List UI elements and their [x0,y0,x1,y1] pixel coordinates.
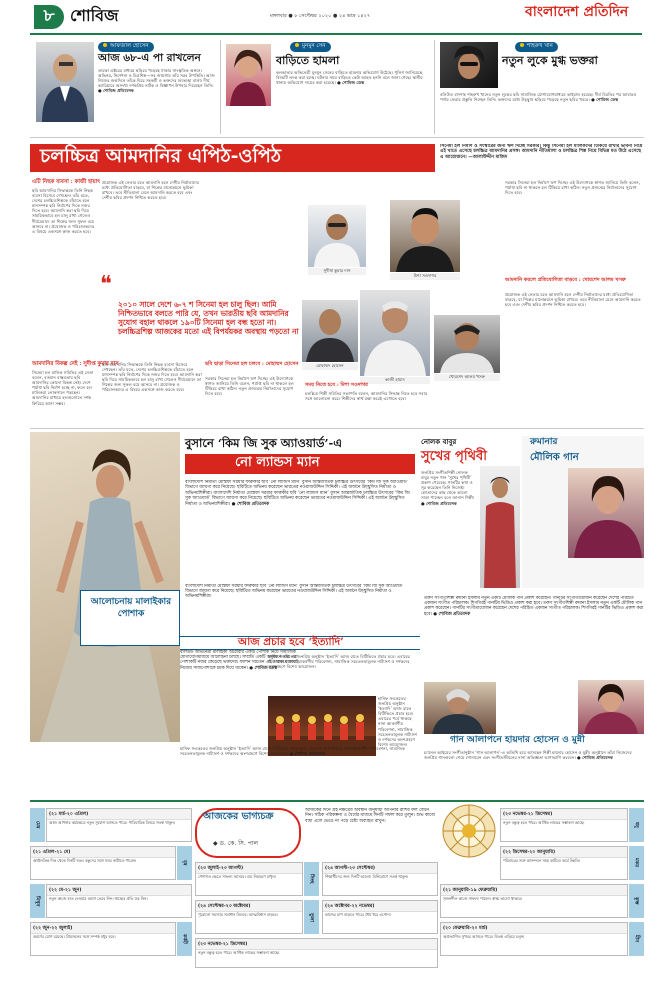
photo-misha [390,200,460,272]
story1-photo [36,42,94,122]
song-photo-1 [424,682,496,734]
story3-label: শাহরুখ খান [515,42,558,52]
lead-col1-body: ছবি আমদানির সিদ্ধান্তকে তিনি নিছক ব্যবসা হিসেবে দেখছেন। তাঁর মতে, দেশের চলচ্চিত্রশিল্পকে বাঁচাতে হলে মানসম্পন্ন ছবি নির্মাণের দিকে নজর দিতে হবে। আমদানি করা ছবি দিয়ে সাময়িকভাবে হল চালু রাখা গেলেও দীর্ঘমেয়াদে তা শিল্পের জন্য সুফল বয়ে আনবে না। প্রযোজক ও পরিচালকদের এ বিষয়ে একসঙ্গে কাজ করতে হবে। [32,188,95,234]
header-rule [30,33,642,35]
song-body: চ্যানেল আইয়ের সংগীতানুষ্ঠান ‘গান আলাপন’-এ অতিথি হয়ে আসছেন শিল্পী হায়দার হোসেন ও মুন্নী। অনুষ্ঠানে তাঁরা নিজেদের জনপ্রিয় গানগুলো গেয়ে শোনাবেন এবং সংগীতজীবনের নানা অভিজ্ঞতা ভাগাভাগি করবেন। ● শোবিজ প্রতিবেদক [424,750,632,760]
lead-col2-body-top: প্রযোজক এই নেতার মতে আমদানি হলে দেশীয় নির্মাতাদের মধ্যে প্রতিযোগিতা বাড়বে, যা শিল্পের মানোন্নয়নে ভূমিকা রাখবে। তবে নীতিমালা মেনে আমদানি করতে হবে এবং দেশীয় ছবির প্রদর্শন নিশ্চিত করতে হবে। [102,180,199,201]
zodiac-label-mithun: মিথুন [30,884,45,918]
busan-headline-b: নো ল্যান্ডস ম্যান [235,455,320,470]
lead-col2-body-b: ছবি আমদানির সিদ্ধান্তকে তিনি নিছক ব্যবসা হিসেবে দেখছেন। তাঁর মতে, দেশের চলচ্চিত্রশিল্পকে বাঁচাতে হলে মানসম্পন্ন ছবি নির্মাণের দিকে নজর দিতে হবে। আমদানি করা ছবি দিয়ে সাময়িকভাবে হল চালু রাখা গেলেও দীর্ঘমেয়াদে তা শিল্পের জন্য সুফল বয়ে আনবে না। প্রযোজক ও পরিচালকদের এ বিষয়ে একসঙ্গে কাজ করতে হবে। [102,362,202,393]
lead-col4-body: চলচ্চিত্র শিল্পী সমিতির সভাপতি বলেন, আমদানির সিদ্ধান্ত নিতে হবে সবার সঙ্গে আলোচনা করে। শিল্পীদের স্বার্থ রক্ষা করেই এগোতে হবে। [305,391,428,402]
story3-body: বলিউড বাদশাহ শাহরুখ খানের নতুন লুকের ছবি সামাজিক যোগাযোগমাধ্যমে ভাইরাল হয়েছে। দীর্ঘ বিরতির পর আবারও পর্দায় ফেরার প্রস্তুতি নিচ্ছেন তিনি। ভক্তদের মধ্যে উচ্ছ্বাস ছড়িয়ে পড়েছে নতুন ছবির খবরে। ● শোবিজ ডেস্ক [440,92,637,103]
zodiac-card-kumbha: (২১ জানুয়ারি-১৯ ফেব্রুয়ারি) সৃজনশীল কাজে সাফল্য পাবেন। স্বাস্থ্য ভালো থাকবে। [440,884,628,918]
zodiac-label-meen: মীন [629,922,644,956]
song-photo-2 [578,680,644,734]
page-header [0,0,650,34]
ittadi-body-3: হানিফ সংকেতের জনপ্রিয় অনুষ্ঠান ‘ইত্যাদি’ আজ রাতে বিটিভিতে প্রচার হবে। এবারের পর্বে থাকছে নানা আকর্ষণীয় পরিবেশনা, সামাজিক সচেতনতামূলক নাট্যাংশ ও দর্শকদের অংশগ্রহণে বিশেষ আয়োজন। ● শোবিজ প্রতিবেদক [180,746,405,757]
lead-headline: চলচ্চিত্র আমদানির এপিঠ-ওপিঠ [40,145,282,167]
zodiac-card-karkat: (২২ জুন-২২ জুলাই) ভ্রমণের যোগ রয়েছে। প্রিয়জনের সঙ্গে সম্পর্ক মধুর হবে। [30,922,176,956]
header-date: মঙ্গলবার ● ৮ সেপ্টেম্বর ২০২০ ● ২৪ ভাদ্র ১৪২৭ [270,13,371,19]
zodiac-label-brisha: বৃষ [177,846,192,880]
lead-col3-body: সরকার সিনেমা হল নির্মাণে ঋণ দিচ্ছে। এই উদ্যোগকে স্বাগত জানিয়ে তিনি বলেন, পর্যাপ্ত ছবি না থাকলে হল টিকিয়ে রাখা কঠিন। নতুন প্রজন্মের নির্মাতাদের সুযোগ দিতে হবে। [205,376,294,397]
rumana-photo [568,468,644,558]
story3-photo [440,42,498,88]
divider [30,137,644,138]
zodiac-card-mithun: (২২ মে-২১ জুন) নতুন কাজে হাত দেওয়ার আগে ভেবে নিন। স্বাস্থ্যের প্রতি যত্ন নিন। [46,884,192,918]
lead-quote: ২০১০ সালে দেশে ৬-৭ শ সিনেমা হল চালু ছিল। আমি নিশ্চিতভাবে বলতে পারি যে, তখন ভারতীয় ছবি আমদানির সুযোগ বহাল থাকলে ১৯০টি সিনেমা হল বন্ধ হতো না। চলচ্চিত্রশিল্প আজকের মতো এই বিপর্যয়কর অবস্থায় পড়তো না [118,300,299,336]
busan-headline-a: বুসানে ‘কিম জি সুক অ্যাওয়ার্ড’-এ [185,436,342,450]
divider [30,428,644,429]
photo-kazi [360,290,430,376]
divider [220,40,221,134]
rumana-label: রুমানার [530,437,558,447]
story1-body: তারকা এক্টরের মাধ্যমে ছড়িয়ে পড়েছে ঢাকার সাংস্কৃতিক অঙ্গনে। অভিনয়, নির্দেশনা ও চিত্রশিল্প—সব জায়গায় তাঁর সরব উপস্থিতি। আজ নিজের জন্মদিনে তাঁকে ঘিরে সহকর্মী ও ভক্তদের শুভেচ্ছা বার্তা। দীর্ঘ ক্যারিয়ারে অসংখ্য দর্শকপ্রিয় নাটক ও বিজ্ঞাপন উপহার দিয়েছেন তিনি। ● শোবিজ প্রতিবেদক [98,68,215,94]
story1-label: আফজাল হোসেন [98,42,154,52]
zodiac-card-mesh: (২১ মার্চ-২০ এপ্রিল) আজ আপনার কর্মক্ষেত্রে নতুন সুযোগ আসতে পারে। পারিবারিক বিষয়ে সতর্ক থাকুন। [46,808,192,842]
section-title: শোবিজ [70,6,119,25]
busan-body: বাংলাদেশি নির্মাতা মোস্তফা সরয়ার ফারুকীর ছবি ‘নো ল্যান্ডস ম্যান’ বুসান আন্তর্জাতিক চলচ্চিত্র উৎসবের ‘কিম জি সুক অ্যাওয়ার্ড’ বিভাগে জায়গা করে নিয়েছে। ছবিটিতে অভিনয় করেছেন ভারতের নওয়াজউদ্দিন সিদ্দিকী। এই অর্জনে উচ্ছ্বসিত নির্মাতা ও অভিনয়শিল্পীরা। বাংলাদেশি নির্মাতা মোস্তফা সরয়ার ফারুকীর ছবি ‘নো ল্যান্ডস ম্যান’ বুসান আন্তর্জাতিক চলচ্চিত্র উৎসবের ‘কিম জি সুক অ্যাওয়ার্ড’ বিভাগে জায়গা করে নিয়েছে। ছবিটিতে অভিনয় করেছেন ভারতের নওয়াজউদ্দিন সিদ্দিকী। এই অর্জনে উচ্ছ্বসিত নির্মাতা ও অভিনয়শিল্পীরা। ● শোবিজ প্রতিবেদক [185,480,410,507]
photo-hossain [302,300,358,362]
zodiac-label-dhanu: ধনু [629,808,644,842]
lead-col5-top: সরকার সিনেমা হল নির্মাণে ঋণ দিচ্ছে। এই উদ্যোগকে স্বাগত জানিয়ে তিনি বলেন, পর্যাপ্ত ছবি না থাকলে হল টিকিয়ে রাখা কঠিন। নতুন প্রজন্মের নির্মাতাদের সুযোগ দিতে হবে। [505,180,640,196]
horoscope-byline: ◆ ড. কে. সি. পাল [213,840,258,847]
fashion-headline: আলোচনায় মালাইকার পোশাক [90,597,172,619]
lead-col2-body: সিনেমা হল মালিক সমিতির এই নেতা বলেন, বর্তমান বাস্তবতায় ছবি আমদানির কোনো বিকল্প নেই। দেশে পর্যাপ্ত ছবি নির্মাণ হচ্ছে না, ফলে হল মালিকরা লোকসানে পড়ছেন। আমদানির মাধ্যমে হলগুলোতে দর্শক ফিরিয়ে আনা সম্ভব। [32,370,94,406]
quote-icon: ❝ [100,272,112,297]
song-band [496,712,578,728]
zodiac-label-tula: তুলা [304,900,319,934]
zodiac-card-kanya: (২৪ আগস্ট-২৩ সেপ্টেম্বর) শিক্ষার্থীদের জন্য দিনটি ভালো। বিনিয়োগে সতর্ক থাকুন। [322,862,438,896]
caption-khasru: খোরশেদ আলম খসরু [434,374,500,381]
photo-sudipto [308,205,366,267]
horoscope-title: আজকের ভাগ্যচক্র [203,811,274,822]
zodiac-card-tula: (২৪ সেপ্টেম্বর-২৩ অক্টোবর) পুরোনো সমস্যার সমাধান মিলবে। আত্মবিশ্বাস বাড়বে। [195,900,303,934]
zodiac-wheel-icon [442,804,496,858]
ittadi-body-2: হানিফ সংকেতের জনপ্রিয় অনুষ্ঠান ‘ইত্যাদি’ আজ রাতে বিটিভিতে প্রচার হবে। এবারের পর্বে থাকছে নানা আকর্ষণীয় পরিবেশনা, সামাজিক সচেতনতামূলক নাট্যাংশ ও দর্শকদের অংশগ্রহণে বিশেষ আয়োজন। [378,696,418,747]
story2-headline: বাড়িতে হামলা [276,54,340,67]
zodiac-card-extra: (২৩ নভেম্বর-২১ ডিসেম্বর) নতুন বন্ধুত্ব হতে পারে। আর্থিক লাভের সম্ভাবনা আছে। [195,938,438,968]
story2-body: কলকাতার অভিনেত্রী মুনমুন সেনের বাড়িতে হামলার অভিযোগ উঠেছে। পুলিশ জানিয়েছে বিষয়টি তদন্ত করা হচ্ছে। ঘটনার সময় বাড়িতে কেউ আহত হননি বলে জানা গেছে। স্থানীয় থানায় অভিযোগ দায়ের করা হয়েছে। ● শোবিজ ডেস্ক [276,70,423,86]
zodiac-card-makar: (২২ ডিসেম্বর-২০ জানুয়ারি) পরিবারের সঙ্গে আনন্দঘন সময় কাটবে। কর্মে উন্নতি। [500,846,628,880]
zodiac-card-meen: (২০ ফেব্রুয়ারি-২০ মার্চ) অপ্রত্যাশিত সুখবর আসতে পারে। বিতর্ক এড়িয়ে চলুন। [440,922,628,956]
photo-khasru [434,315,500,373]
zodiac-label-karkat: কর্কট [177,922,192,956]
page-number: ৮ [34,5,64,29]
lead-col1-title: এটি নিছক ব্যবসা : কাজী হায়াৎ [32,179,101,185]
ittadi-headline: আজ প্রচার হবে ‘ইত্যাদি’ [238,636,344,648]
zodiac-label-kumbha: কুম্ভ [629,884,644,918]
lead-col5-body: প্রযোজক এই নেতার মতে আমদানি হলে দেশীয় নির্মাতাদের মধ্যে প্রতিযোগিতা বাড়বে, যা শিল্পের মানোন্নয়নে ভূমিকা রাখবে। তবে নীতিমালা মেনে আমদানি করতে হবে এবং দেশীয় ছবির প্রদর্শন নিশ্চিত করতে হবে। [505,292,641,308]
lead-intro: সিনেমা হল নির্মাণ ও সংস্কারের জন্য ঋণ দিচ্ছে সরকার। কিন্তু সিনেমা হল মালিকদের টিকিয়ে রাখার ভাবনা নিয়ে এই খাতে এসেছে চলচ্চিত্র আমদানির প্রসঙ্গ। আমদানি নীতিমালা ও চলচ্চিত্র শিল্প নিয়ে বিভিন্ন মত উঠে এসেছে এ আয়োজনে। —আলাউদ্দীন মাজিদ [440,144,643,160]
zodiac-card-brisha: (২১ এপ্রিল-২১ মে) অর্থনৈতিক দিক থেকে দিনটি শুভ। বন্ধুদের সঙ্গে সময় কাটাতে পারেন। [30,846,176,880]
lead-col4-title: সময় নিতে হবে : মিশা সওদাগর [305,382,368,388]
zodiac-label-makar: মকর [629,846,644,880]
masthead-logo: বাংলাদেশ প্রতিদিন [525,4,629,20]
model-photo [30,432,180,742]
palok-headline: সুখের পৃথিবী [421,449,487,464]
zodiac-label-singha: সিংহ [304,862,319,896]
palok-photo [480,466,520,588]
divider [30,800,644,802]
caption-misha: মিশা সওদাগর [390,273,460,280]
horoscope-intro: আজকের দিনে গ্রহ নক্ষত্রের অবস্থান অনুযায়ী আপনার রাশির ফল জেনে নিন। সঠিক পরিকল্পনা ও ধৈর্যের মাধ্যমে দিনটি সফল করে তুলুন। শুভ কাজে বাধা এলে ভেঙে না পড়ে চেষ্টা অব্যাহত রাখুন। [305,808,435,824]
lead-col2-title: আমদানির বিকল্প নেই : সুদীপ্ত কুমার দাস [32,361,119,367]
story2-photo [226,44,271,106]
story1-headline: আজ ৬৮-এ পা রাখলেন [98,52,201,64]
caption-hossain: মোহাম্মদ হোসেন [302,363,358,370]
palok-label: নোলক বাবুর [421,437,457,446]
busan-continued: বাংলাদেশি নির্মাতা মোস্তফা সরয়ার ফারুকীর ছবি ‘নো ল্যান্ডস ম্যান’ বুসান আন্তর্জাতিক চলচ্চিত্র উৎসবের ‘কিম জি সুক অ্যাওয়ার্ড’ বিভাগে জায়গা করে নিয়েছে। ছবিটিতে অভিনয় করেছেন ভারতের নওয়াজউদ্দিন সিদ্দিকী। এই অর্জনে উচ্ছ্বসিত নির্মাতা ও অভিনয়শিল্পীরা। [185,584,404,600]
ittadi-body: হানিফ সংকেতের জনপ্রিয় অনুষ্ঠান ‘ইত্যাদি’ আজ রাতে বিটিভিতে প্রচার হবে। এবারের পর্বে থাকছে নানা আকর্ষণীয় পরিবেশনা, সামাজিক সচেতনতামূলক নাট্যাংশ ও দর্শকদের অংশগ্রহণে বিশেষ আয়োজন। [268,654,410,670]
fashion-body: বলিউড অভিনেত্রী মালাইকা অরোরার একটি পোশাক নিয়ে সামাজিক যোগাযোগমাধ্যমে আলোচনা চলছে। সম্প্রতি একটি অনুষ্ঠানে তাঁর পরা পোশাকটি নজর কেড়েছে ভক্তদের। ফ্যাশন সচেতন এই তারকা বরাবরই নিজের সাজপোশাকে চমক দিয়ে থাকেন। ● শোবিজ ডেস্ক [180,650,299,671]
rumana-headline: মৌলিক গান [530,452,579,463]
zodiac-card-brishchik: (২৪ অক্টোবর-২২ নভেম্বর) কাজের চাপ বাড়তে পারে। ধৈর্য ধরে এগোন। [322,900,438,934]
lead-col5-title: আমদানি করলে প্রতিযোগিতা বাড়বে : খোরশেদ আলম খসরু [505,277,626,283]
song-headline: গান আলাপনে হায়দার হোসেন ও মুন্নী [450,735,585,745]
zodiac-card-dhanu: (২৩ নভেম্বর-২১ ডিসেম্বর) নতুন বন্ধুত্ব হতে পারে। আর্থিক লাভের সম্ভাবনা আছে। [500,808,628,842]
caption-sudipto: সুদীপ্ত কুমার দাস [308,268,366,275]
divider [434,40,435,134]
caption-kazi: কাজী হায়াৎ [360,377,430,384]
palok-body: জনপ্রিয় সংগীতশিল্পী নোলক বাবুর নতুন গান ‘সুখের পৃথিবী’ প্রকাশ পেয়েছে। গানটির কথা ও সুর করেছেন তিনি নিজেই। শ্রোতাদের কাছ থেকে ভালো সাড়া পাচ্ছেন বলে জানান শিল্পী। ● শোবিজ প্রতিবেদক [421,470,475,506]
story2-label: মুনমুন সেন [290,42,331,52]
rumana-body: তরুণ সংগীতশিল্পী রুমানা ইসলাম নতুন একটি মৌলিক গান প্রকাশ করেছেন। গানটির সংগীতায়োজন করেছেন দেশের পরিচিত একজন সংগীত পরিচালক। শিগগিরই গানটির ভিডিও প্রকাশ করা হবে। তরুণ সংগীতশিল্পী রুমানা ইসলাম নতুন একটি মৌলিক গান প্রকাশ করেছেন। গানটির সংগীতায়োজন করেছেন দেশের পরিচিত একজন সংগীত পরিচালক। শিগগিরই গানটির ভিডিও প্রকাশ করা হবে। ● শোবিজ প্রতিবেদক [424,596,644,617]
story3-headline: নতুন লুকে মুগ্ধ ভক্তরা [502,54,598,67]
zodiac-label-mesh: মেষ [30,808,45,842]
lead-col3-title: ছবি ছাড়া সিনেমা হল চলবে : মোহাম্মদ হোসেন [205,361,299,367]
zodiac-card-singha: (২৩ জুলাই-২৩ আগস্ট) পেশাগত ক্ষেত্রে সাফল্য আসবে। ব্যয় নিয়ন্ত্রণে রাখুন। [195,862,303,896]
